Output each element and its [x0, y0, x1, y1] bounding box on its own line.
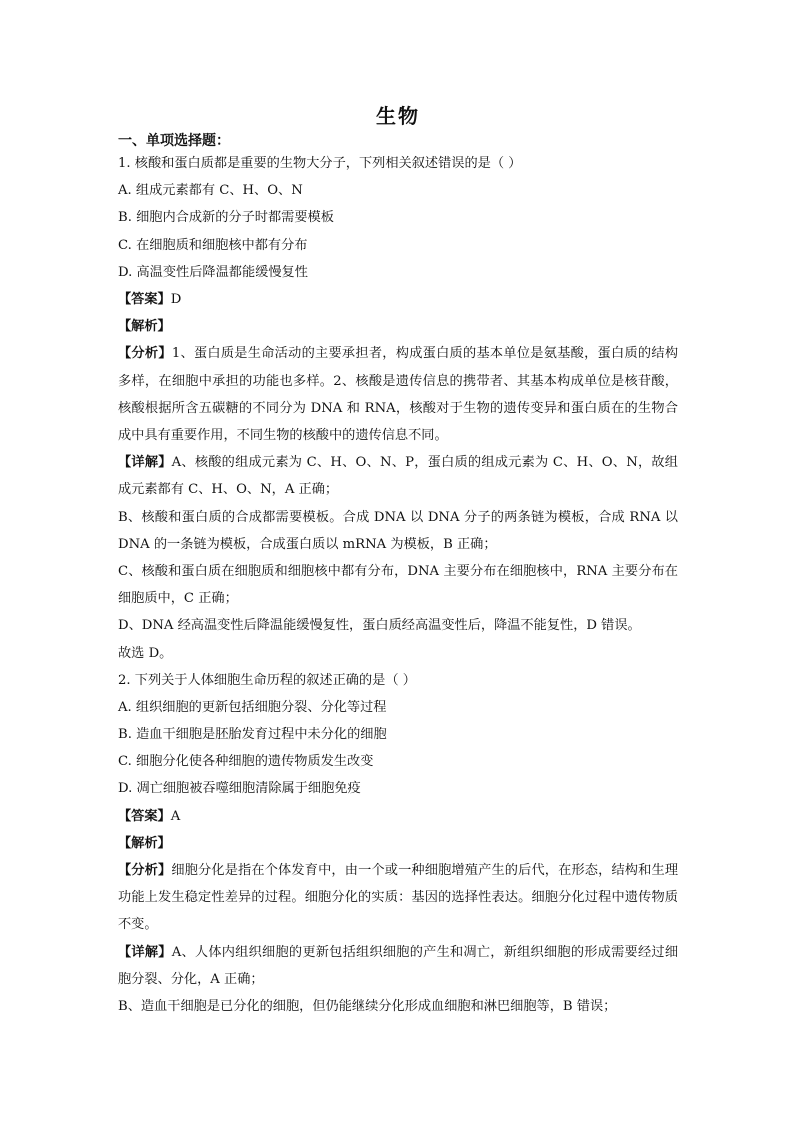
question-stem: 2. 下列关于人体细胞生命历程的叙述正确的是（ ）	[118, 672, 416, 688]
analysis-label: 【解析】	[118, 319, 171, 335]
option-d: D. 高温变性后降温都能缓慢复性	[118, 264, 308, 280]
conclusion-line: 故选 D。	[118, 645, 173, 661]
option-a: A. 组织细胞的更新包括细胞分裂、分化等过程	[118, 699, 387, 715]
xiangjie-paragraph: B、造血干细胞是已分化的细胞，但仍能继续分化形成血细胞和淋巴细胞等，B 错误；	[118, 999, 617, 1015]
fenxi-paragraph	[118, 857, 678, 939]
answer-line	[118, 286, 678, 313]
option-c: C. 在细胞质和细胞核中都有分布	[118, 237, 308, 253]
xiangjie-paragraph	[118, 939, 678, 993]
option-a: A. 组成元素都有 C、H、O、N	[118, 183, 303, 199]
fenxi-text: 细胞分化是指在个体发育中，由一个或一种细胞增殖产生的后代，在形态，结构和生理功能上发生稳定性差异的过程。细胞分化的实质：基因的选择性表达。细胞分化过程中遗传物质不变。	[118, 863, 679, 933]
xiangjie-text: A、人体内组织细胞的更新包括组织细胞的产生和凋亡，新组织细胞的形成需要经过细胞分裂、分化，A 正确；	[118, 944, 679, 987]
xiangjie-text: A、核酸的组成元素为 C、H、O、N、P，蛋白质的组成元素为 C、H、O、N，故组成元素都有 C、H、O、N，A 正确；	[118, 455, 678, 498]
question-content	[118, 150, 678, 1020]
answer-label: 【答案】	[118, 808, 171, 824]
xiangjie-label: 【详解】	[118, 944, 172, 960]
fenxi-text: 1、蛋白质是生命活动的主要承担者，构成蛋白质的基本单位是氨基酸，蛋白质的结构多样，在细胞中承担的功能也多样。2、核酸是遗传信息的携带者、其基本构成单位是核苷酸，核酸根据所含五碳糖的不同分为 DNA 和 RNA，核酸对于生物的遗传变异和蛋白质在的生物合成中具有重要作用，不同生物的核酸中的遗传信息不同。	[118, 346, 679, 443]
option-b: B. 细胞内合成新的分子时都需要模板	[118, 210, 334, 226]
fenxi-label: 【分析】	[118, 863, 172, 879]
xiangjie-paragraph: B、核酸和蛋白质的合成都需要模板。合成 DNA 以 DNA 分子的两条链为模板，合成 RNA 以 DNA 的一条链为模板，合成蛋白质以 mRNA 为模板，B 正确；	[118, 509, 678, 552]
option-b: B. 造血干细胞是胚胎发育过程中未分化的细胞	[118, 727, 387, 743]
option-d: D. 凋亡细胞被吞噬细胞清除属于细胞免疫	[118, 781, 361, 797]
fenxi-paragraph	[118, 340, 678, 449]
page-title: 生物	[376, 104, 420, 128]
answer-label: 【答案】	[118, 291, 171, 307]
xiangjie-paragraph	[118, 449, 678, 503]
option-c: C. 细胞分化使各种细胞的遗传物质发生改变	[118, 754, 374, 770]
section-heading: 一、单项选择题：	[118, 133, 230, 149]
answer-value: A	[170, 808, 181, 824]
analysis-label: 【解析】	[118, 835, 171, 851]
xiangjie-label: 【详解】	[118, 455, 172, 471]
answer-value: D	[170, 291, 182, 307]
fenxi-label: 【分析】	[118, 346, 172, 362]
answer-line	[118, 803, 678, 830]
xiangjie-paragraph: C、核酸和蛋白质在细胞质和细胞核中都有分布，DNA 主要分布在细胞核中，RNA 主要分布在细胞质中，C 正确；	[118, 563, 678, 607]
question-stem: 1. 核酸和蛋白质都是重要的生物大分子，下列相关叙述错误的是（ ）	[118, 156, 522, 171]
xiangjie-paragraph: D、DNA 经高温变性后降温能缓慢复性，蛋白质经高温变性后，降温不能复性，D 错误。	[118, 618, 641, 634]
